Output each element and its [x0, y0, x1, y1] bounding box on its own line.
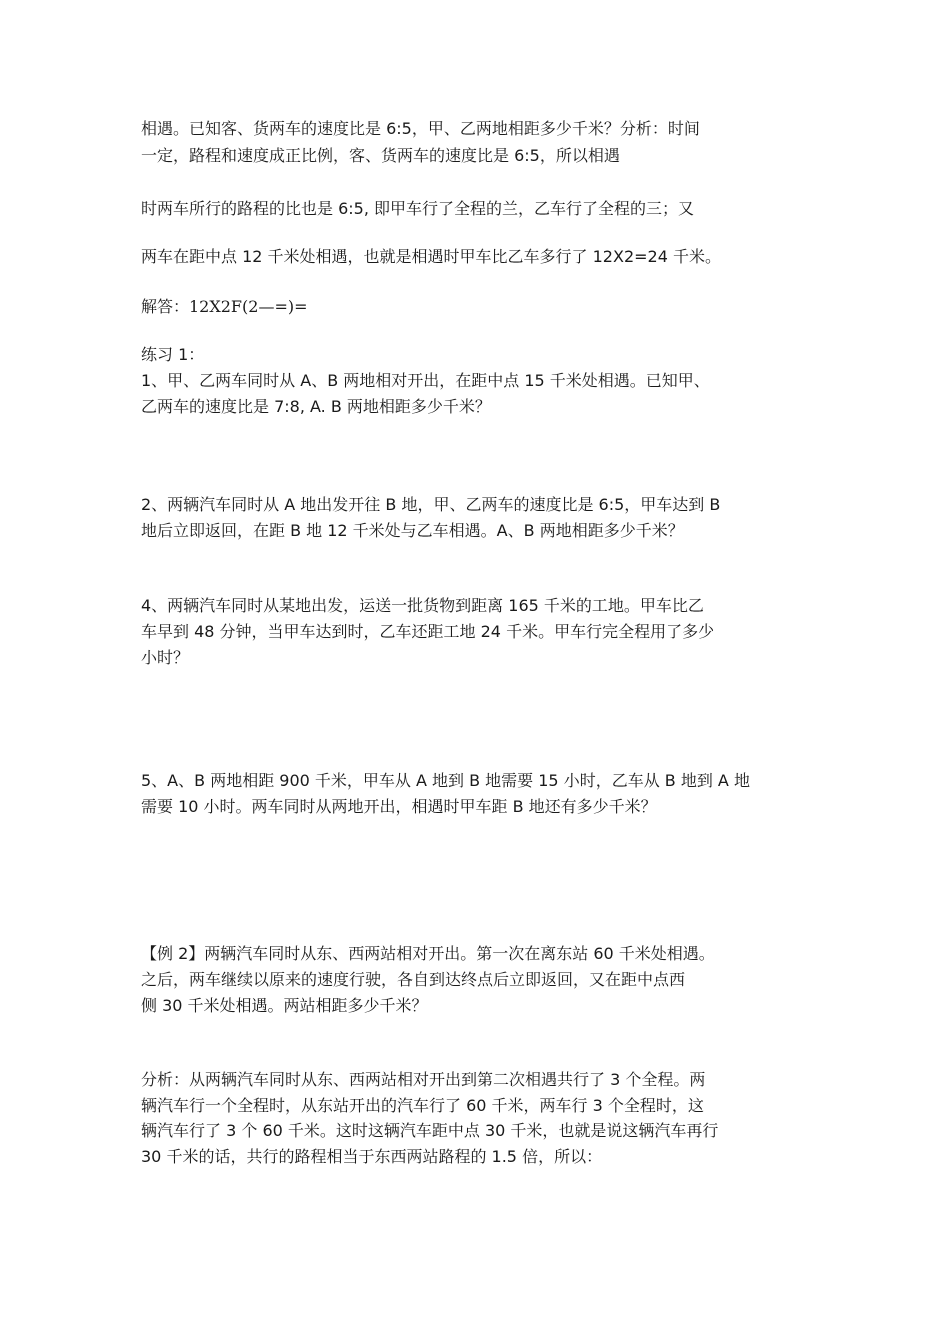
practice-q5-line-2: 需要 10 小时。两车同时从两地开出，相遇时甲车距 B 地还有多少千米？	[141, 797, 657, 816]
example2-line-1: 【例 2】两辆汽车同时从东、西两站相对开出。第一次在离东站 60 千米处相遇。	[141, 944, 715, 963]
practice-title: 练习 1：	[141, 345, 205, 364]
answer-line: 解答：12X2F(2—=)=	[141, 297, 308, 316]
analysis-line-4: 30 千米的话，共行的路程相当于东西两站路程的 1.5 倍，所以：	[141, 1147, 603, 1166]
practice-q5-line-1: 5、A、B 两地相距 900 千米，甲车从 A 地到 B 地需要 15 小时，乙车从 B 地到 A 地	[141, 771, 750, 790]
analysis-line-2: 辆汽车行一个全程时，从东站开出的汽车行了 60 千米，两车行 3 个全程时，这	[141, 1096, 704, 1115]
analysis-line-3: 辆汽车行了 3 个 60 千米。这时这辆汽车距中点 30 千米，也就是说这辆汽车再行	[141, 1121, 719, 1140]
practice-q4-line-1: 4、两辆汽车同时从某地出发，运送一批货物到距离 165 千米的工地。甲车比乙	[141, 596, 704, 615]
practice-q2-line-2: 地后立即返回，在距 B 地 12 千米处与乙车相遇。A、B 两地相距多少千米？	[141, 521, 684, 540]
intro-line-1: 相遇。已知客、货两车的速度比是 6:5，甲、乙两地相距多少千米？分析：时间	[141, 119, 700, 138]
practice-q1-line-2: 乙两车的速度比是 7:8, A. B 两地相距多少千米？	[141, 397, 491, 416]
practice-q1-line-1: 1、甲、乙两车同时从 A、B 两地相对开出，在距中点 15 千米处相遇。已知甲、	[141, 371, 710, 390]
example2-line-3: 侧 30 千米处相遇。两站相距多少千米？	[141, 996, 428, 1015]
intro-line-2: 一定，路程和速度成正比例，客、货两车的速度比是 6:5，所以相遇	[141, 146, 620, 165]
analysis-line-1: 分析：从两辆汽车同时从东、西两站相对开出到第二次相遇共行了 3 个全程。两	[141, 1070, 706, 1089]
practice-q4-line-3: 小时？	[141, 648, 190, 667]
intro-line-4: 两车在距中点 12 千米处相遇，也就是相遇时甲车比乙车多行了 12X2=24 千米。	[141, 247, 721, 266]
intro-line-3: 时两车所行的路程的比也是 6:5, 即甲车行了全程的兰，乙车行了全程的三；又	[141, 199, 695, 218]
practice-q4-line-2: 车早到 48 分钟，当甲车达到时，乙车还距工地 24 千米。甲车行完全程用了多少	[141, 622, 715, 641]
example2-line-2: 之后，两车继续以原来的速度行驶，各自到达终点后立即返回，又在距中点西	[141, 970, 686, 989]
practice-q2-line-1: 2、两辆汽车同时从 A 地出发开往 B 地，甲、乙两车的速度比是 6:5，甲车达到 B	[141, 495, 721, 514]
